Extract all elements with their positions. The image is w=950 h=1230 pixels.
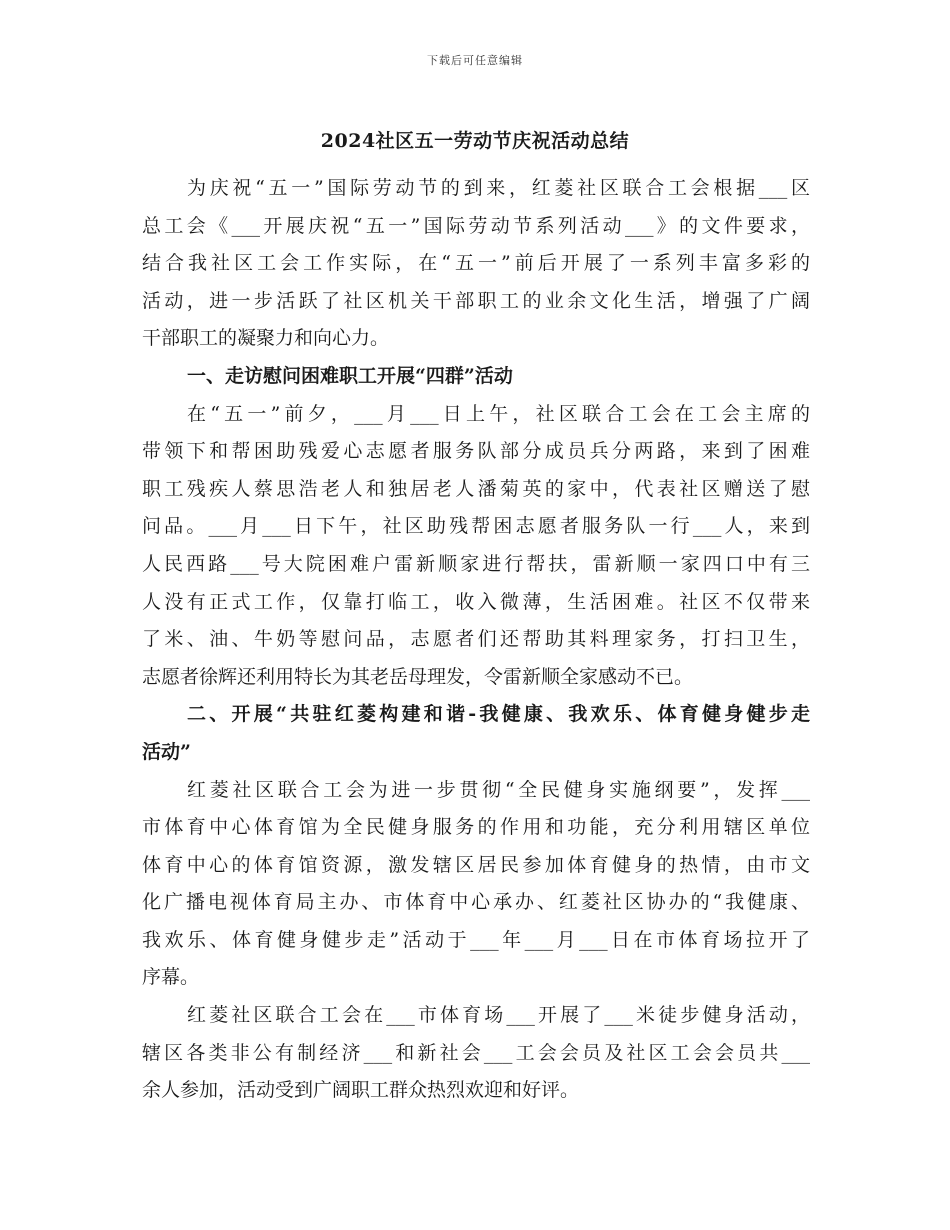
- paragraph-line: 在“五一”前夕，___月___日上午，社区联合工会在工会主席的: [187, 402, 810, 425]
- paragraph-line: 了米、油、牛奶等慰问品，志愿者们还帮助其料理家务，打扫卫生，: [142, 628, 810, 651]
- section-heading-2: 二、开展“共驻红菱构建和谐-我健康、我欢乐、体育健身健步走: [187, 703, 810, 726]
- paragraph-line: 余人参加，活动受到广阔职工群众热烈欢迎和好评。: [142, 1079, 580, 1102]
- paragraph-line: 体育中心的体育馆资源，激发辖区居民参加体育健身的热情，由市文: [142, 853, 810, 876]
- paragraph-line: 化广播电视体育局主办、市体育中心承办、红菱社区协办的“我健康、: [142, 891, 810, 914]
- paragraph-line: 序幕。: [142, 966, 200, 989]
- paragraph-line: 人民西路___号大院困难户雷新顺家进行帮扶，雷新顺一家四口中有三: [142, 552, 810, 575]
- paragraph-line: 市体育中心体育馆为全民健身服务的作用和功能，充分利用辖区单位: [142, 816, 810, 839]
- paragraph-line: 职工残疾人蔡思浩老人和独居老人潘菊英的家中，代表社区赠送了慰: [142, 477, 810, 500]
- section-heading-1: 一、走访慰问困难职工开展“四群”活动: [187, 364, 513, 387]
- paragraph-line: 红菱社区联合工会为进一步贯彻“全民健身实施纲要”，发挥___: [187, 778, 810, 801]
- document-body: [142, 170, 810, 1110]
- paragraph-line: 总工会《___开展庆祝“五一”国际劳动节系列活动___》的文件要求，: [142, 214, 810, 237]
- paragraph-line: 红菱社区联合工会在___市体育场___开展了___米徒步健身活动，: [187, 1004, 810, 1027]
- page-header: 下载后可任意编辑: [427, 54, 523, 67]
- paragraph-line: 带领下和帮困助残爱心志愿者服务队部分成员兵分两路，来到了困难: [142, 440, 810, 463]
- paragraph-line: 结合我社区工会工作实际，在“五一”前后开展了一系列丰富多彩的: [142, 252, 810, 275]
- paragraph-line: 我欢乐、体育健身健步走”活动于___年___月___日在市体育场拉开了: [142, 928, 810, 951]
- paragraph-line: 问品。___月___日下午，社区助残帮困志愿者服务队一行___人，来到: [142, 515, 810, 538]
- section-heading-2-cont: 活动”: [142, 740, 191, 763]
- paragraph-line: 活动，进一步活跃了社区机关干部职工的业余文化生活，增强了广阔: [142, 289, 810, 312]
- paragraph-line: 志愿者徐辉还利用特长为其老岳母理发，令雷新顺全家感动不已。: [142, 665, 694, 688]
- paragraph-line: 干部职工的凝聚力和向心力。: [142, 327, 390, 350]
- paragraph-line: 人没有正式工作，仅靠打临工，收入微薄，生活困难。社区不仅带来: [142, 590, 810, 613]
- document-title: 2024社区五一劳动节庆祝活动总结: [320, 130, 630, 152]
- paragraph-line: 辖区各类非公有制经济___和新社会___工会会员及社区工会会员共___: [142, 1041, 810, 1064]
- paragraph-line: 为庆祝“五一”国际劳动节的到来，红菱社区联合工会根据___区: [187, 177, 810, 199]
